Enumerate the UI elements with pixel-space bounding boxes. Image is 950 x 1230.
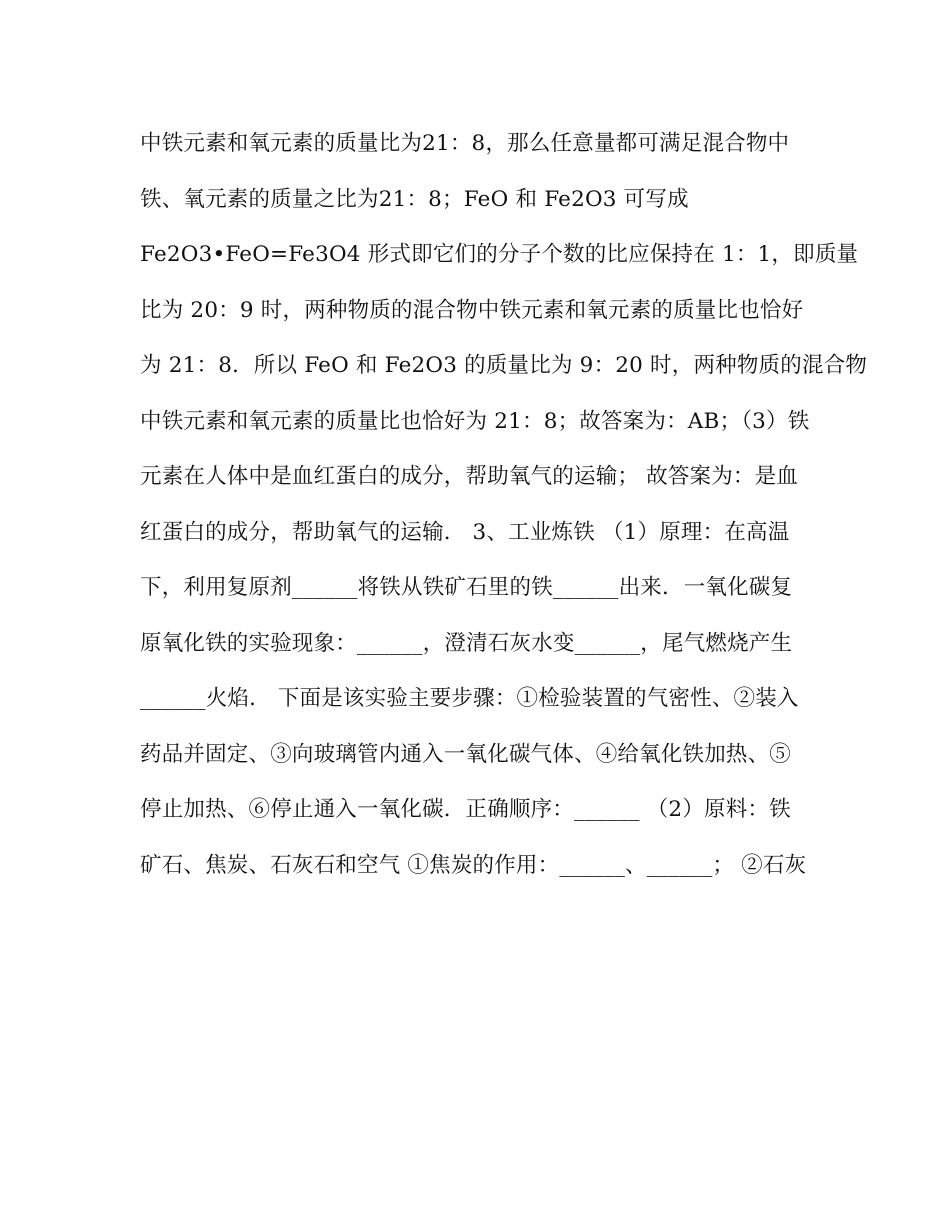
text-line-6: 中铁元素和氧元素的质量比也恰好为 21：8；故答案为：AB；（3）铁 bbox=[140, 408, 810, 434]
text-line-9: 下，利用复原剂______将铁从铁矿石里的铁______出来．一氧化碳复 bbox=[140, 575, 793, 600]
body-text bbox=[140, 116, 868, 893]
text-line-14: 矿石、焦炭、石灰石和空气 ①焦炭的作用：______、______； ②石灰 bbox=[140, 852, 807, 878]
text-line-8: 红蛋白的成分，帮助氧气的运输． 3、工业炼铁 （1）原理：在高温 bbox=[140, 519, 790, 545]
text-line-7: 元素在人体中是血红蛋白的成分，帮助氧气的运输； 故答案为：是血 bbox=[140, 464, 799, 489]
text-line-10: 原氧化铁的实验现象：______，澄清石灰水变______，尾气燃烧产生 bbox=[140, 630, 793, 656]
text-line-4: 比为 20：9 时，两种物质的混合物中铁元素和氧元素的质量比也恰好 bbox=[140, 297, 804, 323]
text-line-3: Fe2O3•FeO=Fe3O4 形式即它们的分子个数的比应保持在 1：1，即质量 bbox=[140, 242, 859, 267]
text-line-11: ______火焰． 下面是该实验主要步骤：①检验装置的气密性、②装入 bbox=[140, 686, 799, 711]
text-line-2: 铁、氧元素的质量之比为21：8；FeO 和 Fe2O3 可写成 bbox=[140, 186, 689, 212]
text-line-13: 停止加热、⑥停止通入一氧化碳．正确顺序：______ （2）原料：铁 bbox=[140, 797, 791, 822]
text-line-5: 为 21：8．所以 FeO 和 Fe2O3 的质量比为 9：20 时，两种物质的混合物 bbox=[140, 353, 868, 378]
text-line-1: 中铁元素和氧元素的质量比为21：8，那么任意量都可满足混合物中 bbox=[140, 131, 790, 156]
text-line-12: 药品并固定、③向玻璃管内通入一氧化碳气体、④给氧化铁加热、⑤ bbox=[140, 741, 792, 767]
